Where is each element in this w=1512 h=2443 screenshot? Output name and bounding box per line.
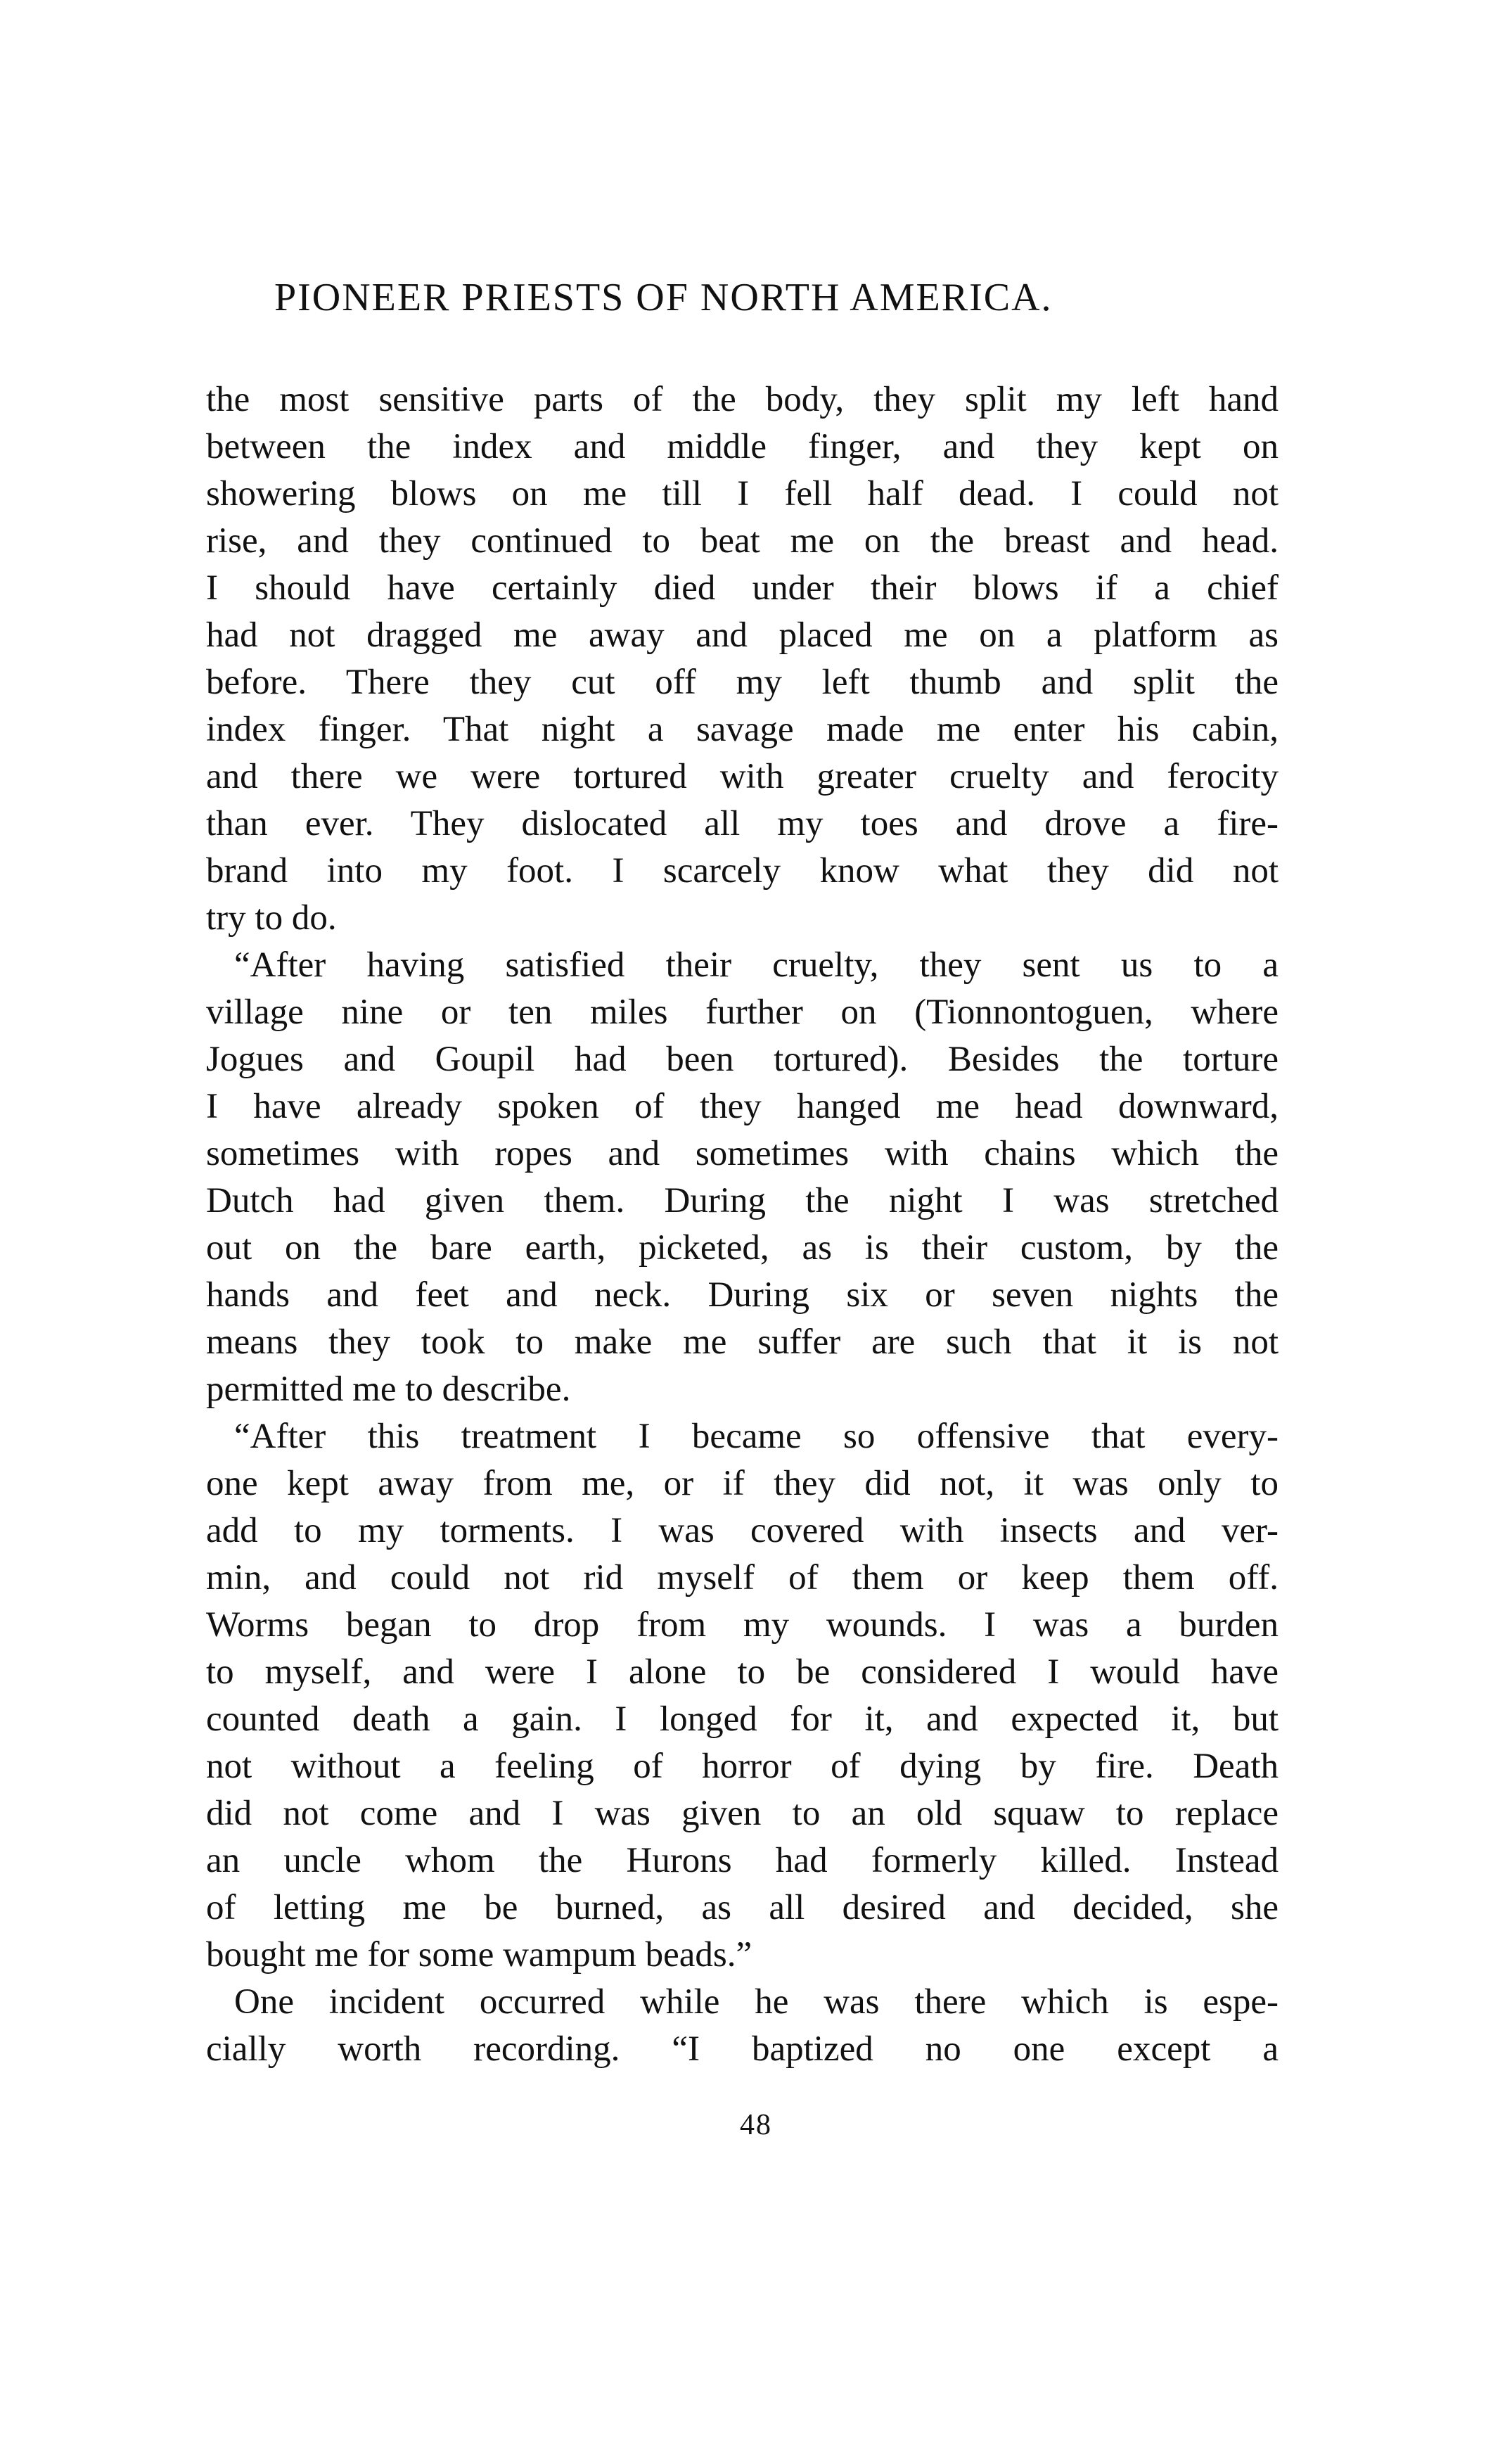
text-line: One incident occurred while he was there which is espe- (234, 1982, 1279, 2022)
text-line: brand into my foot. I scarcely know what they did not (206, 851, 1279, 891)
text-line: to myself, and were I alone to be considered I would have (206, 1652, 1279, 1692)
page-number: 48 (740, 2109, 772, 2141)
text-line: and there we were tortured with greater cruelty and ferocity (206, 757, 1279, 796)
text-line: Jogues and Goupil had been tortured). Besides the torture (206, 1040, 1279, 1079)
text-line: min, and could not rid myself of them or keep them off. (206, 1558, 1279, 1597)
text-line: means they took to make me suffer are such that it is not (206, 1322, 1279, 1362)
body-text (206, 376, 1279, 2073)
text-line: before. There they cut off my left thumb and split the (206, 663, 1279, 702)
text-line: add to my torments. I was covered with insects and ver- (206, 1511, 1279, 1550)
text-line: Worms began to drop from my wounds. I was a burden (206, 1605, 1279, 1645)
text-line: sometimes with ropes and sometimes with chains which the (206, 1134, 1279, 1173)
text-line: hands and feet and neck. During six or seven nights the (206, 1275, 1279, 1315)
text-line: not without a feeling of horror of dying by fire. Death (206, 1747, 1279, 1786)
text-line: Dutch had given them. During the night I was stretched (206, 1181, 1279, 1220)
text-line: the most sensitive parts of the body, they split my left hand (206, 380, 1279, 419)
text-line: permitted me to describe. (206, 1370, 571, 1409)
text-line: village nine or ten miles further on (Tionnontoguen, where (206, 993, 1279, 1032)
running-head: PIONEER PRIESTS OF NORTH AMERICA. (274, 276, 1053, 319)
text-line: an uncle whom the Hurons had formerly killed. Instead (206, 1841, 1279, 1880)
text-line: I should have certainly died under their blows if a chief (206, 568, 1279, 608)
text-line: try to do. (206, 898, 337, 938)
text-line: had not dragged me away and placed me on a platform as (206, 615, 1279, 655)
text-line: “After having satisfied their cruelty, they sent us to a (234, 945, 1279, 985)
text-line: I have already spoken of they hanged me head downward, (206, 1087, 1279, 1126)
text-line: counted death a gain. I longed for it, and expected it, but (206, 1699, 1279, 1739)
text-line: out on the bare earth, picketed, as is their custom, by the (206, 1228, 1279, 1268)
text-line: one kept away from me, or if they did not, it was only to (206, 1464, 1279, 1503)
text-line: between the index and middle finger, and they kept on (206, 427, 1279, 466)
text-line: index finger. That night a savage made me enter his cabin, (206, 710, 1279, 749)
text-line: cially worth recording. “I baptized no one except a (206, 2029, 1279, 2069)
text-line: of letting me be burned, as all desired and decided, she (206, 1888, 1279, 1927)
text-line: showering blows on me till I fell half dead. I could not (206, 474, 1279, 514)
text-line: than ever. They dislocated all my toes and drove a fire- (206, 804, 1279, 843)
text-line: rise, and they continued to beat me on the breast and head. (206, 521, 1279, 561)
text-line: did not come and I was given to an old squaw to replace (206, 1794, 1279, 1833)
text-line: “After this treatment I became so offensive that every- (234, 1417, 1279, 1456)
text-line: bought me for some wampum beads.” (206, 1935, 752, 1975)
